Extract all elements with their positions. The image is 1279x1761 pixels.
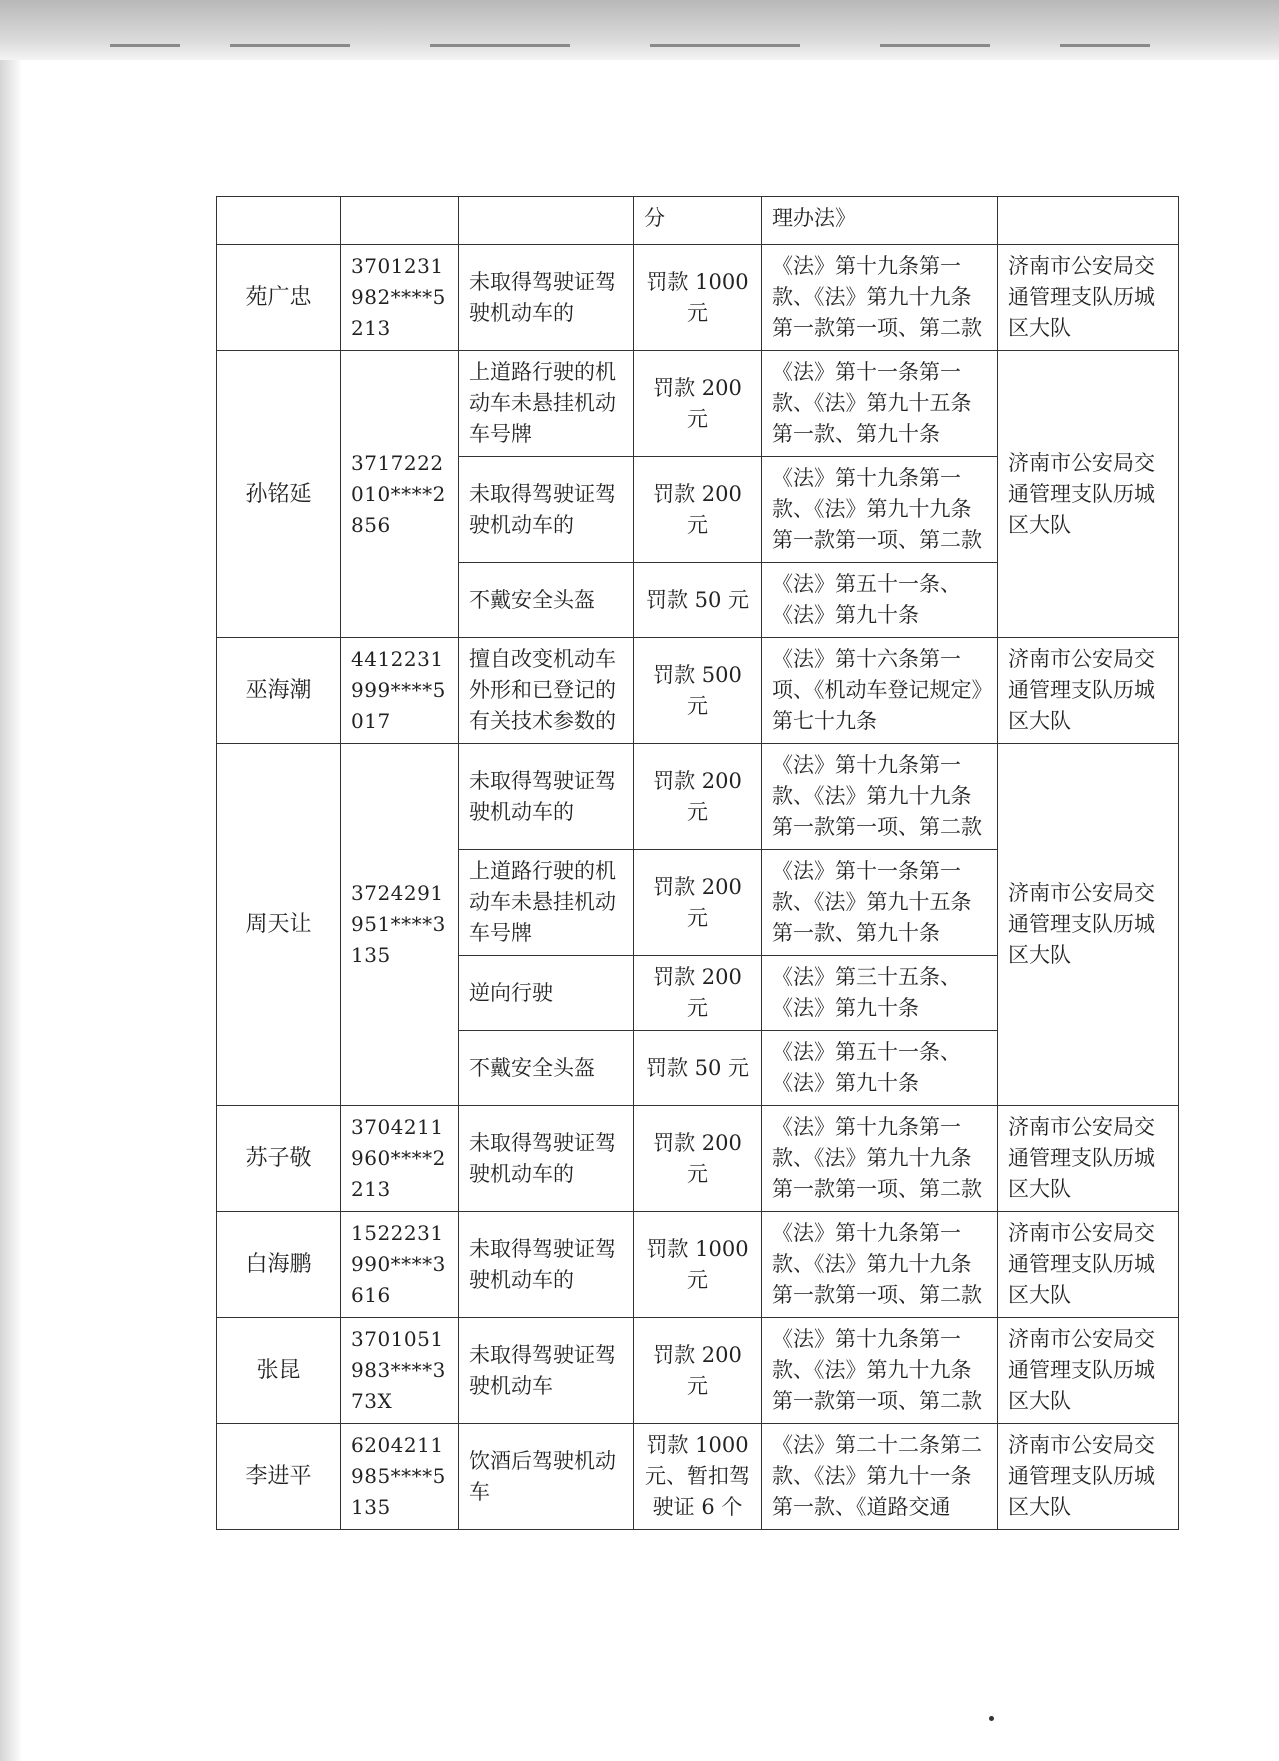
violation-cell: 未取得驾驶证驾驶机动车的 xyxy=(459,1106,634,1212)
empty-cell xyxy=(459,197,634,245)
id-number-cell: 6204211985****5135 xyxy=(341,1424,459,1530)
penalty-cell: 罚款 50 元 xyxy=(634,1031,762,1106)
violation-cell: 未取得驾驶证驾驶机动车的 xyxy=(459,457,634,563)
department-cell: 济南市公安局交通管理支队历城区大队 xyxy=(998,744,1179,1106)
table-row xyxy=(217,1106,1179,1212)
table-row xyxy=(217,1212,1179,1318)
person-name-cell: 孙铭延 xyxy=(217,351,341,638)
violation-cell: 饮酒后驾驶机动车 xyxy=(459,1424,634,1530)
id-number-cell: 3701231982****5213 xyxy=(341,245,459,351)
legal-basis-cell: 《法》第十一条第一款、《法》第九十五条第一款、第九十条 xyxy=(762,351,998,457)
legal-basis-cell: 《法》第十九条第一款、《法》第九十九条第一款第一项、第二款 xyxy=(762,1318,998,1424)
id-number-cell: 3724291951****3135 xyxy=(341,744,459,1106)
table-row xyxy=(217,351,1179,457)
penalty-cell: 分 xyxy=(634,197,762,245)
table-row xyxy=(217,638,1179,744)
penalty-cell: 罚款 1000 元 xyxy=(634,245,762,351)
penalty-cell: 罚款 500 元 xyxy=(634,638,762,744)
violation-cell: 上道路行驶的机动车未悬挂机动车号牌 xyxy=(459,850,634,956)
table-body xyxy=(217,197,1179,1530)
legal-basis-cell: 《法》第十九条第一款、《法》第九十九条第一款第一项、第二款 xyxy=(762,245,998,351)
penalty-cell: 罚款 50 元 xyxy=(634,563,762,638)
legal-basis-cell: 《法》第十九条第一款、《法》第九十九条第一款第一项、第二款 xyxy=(762,1212,998,1318)
table-row xyxy=(217,1424,1179,1530)
legal-basis-cell: 《法》第二十二条第二款、《法》第九十一条第一款、《道路交通 xyxy=(762,1424,998,1530)
legal-basis-cell: 理办法》 xyxy=(762,197,998,245)
violation-cell: 未取得驾驶证驾驶机动车的 xyxy=(459,245,634,351)
legal-basis-cell: 《法》第五十一条、《法》第九十条 xyxy=(762,1031,998,1106)
penalty-cell: 罚款 1000 元、暂扣驾驶证 6 个 xyxy=(634,1424,762,1530)
person-name-cell: 苏子敬 xyxy=(217,1106,341,1212)
violation-cell: 不戴安全头盔 xyxy=(459,1031,634,1106)
legal-basis-cell: 《法》第三十五条、《法》第九十条 xyxy=(762,956,998,1031)
department-cell: 济南市公安局交通管理支队历城区大队 xyxy=(998,1212,1179,1318)
penalty-cell: 罚款 1000 元 xyxy=(634,1212,762,1318)
penalty-cell: 罚款 200 元 xyxy=(634,1318,762,1424)
person-name-cell: 苑广忠 xyxy=(217,245,341,351)
scan-left-edge xyxy=(0,0,22,1761)
person-name-cell: 张昆 xyxy=(217,1318,341,1424)
continuation-row xyxy=(217,197,1179,245)
scan-top-band xyxy=(0,0,1279,60)
id-number-cell: 4412231999****5017 xyxy=(341,638,459,744)
legal-basis-cell: 《法》第十九条第一款、《法》第九十九条第一款第一项、第二款 xyxy=(762,1106,998,1212)
penalty-cell: 罚款 200 元 xyxy=(634,956,762,1031)
violation-cell: 逆向行驶 xyxy=(459,956,634,1031)
table-row xyxy=(217,1318,1179,1424)
person-name-cell: 周天让 xyxy=(217,744,341,1106)
person-name-cell: 巫海潮 xyxy=(217,638,341,744)
penalty-cell: 罚款 200 元 xyxy=(634,1106,762,1212)
department-cell: 济南市公安局交通管理支队历城区大队 xyxy=(998,245,1179,351)
department-cell: 济南市公安局交通管理支队历城区大队 xyxy=(998,1424,1179,1530)
person-name-cell: 李进平 xyxy=(217,1424,341,1530)
penalty-table xyxy=(216,196,1179,1530)
penalty-cell: 罚款 200 元 xyxy=(634,850,762,956)
department-cell: 济南市公安局交通管理支队历城区大队 xyxy=(998,351,1179,638)
empty-cell xyxy=(217,197,341,245)
violation-cell: 上道路行驶的机动车未悬挂机动车号牌 xyxy=(459,351,634,457)
id-number-cell: 3717222010****2856 xyxy=(341,351,459,638)
id-number-cell: 3704211960****2213 xyxy=(341,1106,459,1212)
table-row xyxy=(217,245,1179,351)
person-name-cell: 白海鹏 xyxy=(217,1212,341,1318)
empty-cell xyxy=(341,197,459,245)
department-cell: 济南市公安局交通管理支队历城区大队 xyxy=(998,1106,1179,1212)
legal-basis-cell: 《法》第十九条第一款、《法》第九十九条第一款第一项、第二款 xyxy=(762,744,998,850)
violation-cell: 未取得驾驶证驾驶机动车的 xyxy=(459,1212,634,1318)
penalty-cell: 罚款 200 元 xyxy=(634,744,762,850)
table-row xyxy=(217,744,1179,850)
penalty-cell: 罚款 200 元 xyxy=(634,457,762,563)
scan-speck xyxy=(989,1716,994,1721)
department-cell: 济南市公安局交通管理支队历城区大队 xyxy=(998,1318,1179,1424)
legal-basis-cell: 《法》第十九条第一款、《法》第九十九条第一款第一项、第二款 xyxy=(762,457,998,563)
violation-cell: 未取得驾驶证驾驶机动车 xyxy=(459,1318,634,1424)
violation-cell: 未取得驾驶证驾驶机动车的 xyxy=(459,744,634,850)
legal-basis-cell: 《法》第十六条第一项、《机动车登记规定》第七十九条 xyxy=(762,638,998,744)
violation-cell: 擅自改变机动车外形和已登记的有关技术参数的 xyxy=(459,638,634,744)
legal-basis-cell: 《法》第十一条第一款、《法》第九十五条第一款、第九十条 xyxy=(762,850,998,956)
legal-basis-cell: 《法》第五十一条、《法》第九十条 xyxy=(762,563,998,638)
id-number-cell: 1522231990****3616 xyxy=(341,1212,459,1318)
penalty-cell: 罚款 200 元 xyxy=(634,351,762,457)
department-cell: 济南市公安局交通管理支队历城区大队 xyxy=(998,638,1179,744)
empty-cell xyxy=(998,197,1179,245)
violation-cell: 不戴安全头盔 xyxy=(459,563,634,638)
id-number-cell: 3701051983****373X xyxy=(341,1318,459,1424)
